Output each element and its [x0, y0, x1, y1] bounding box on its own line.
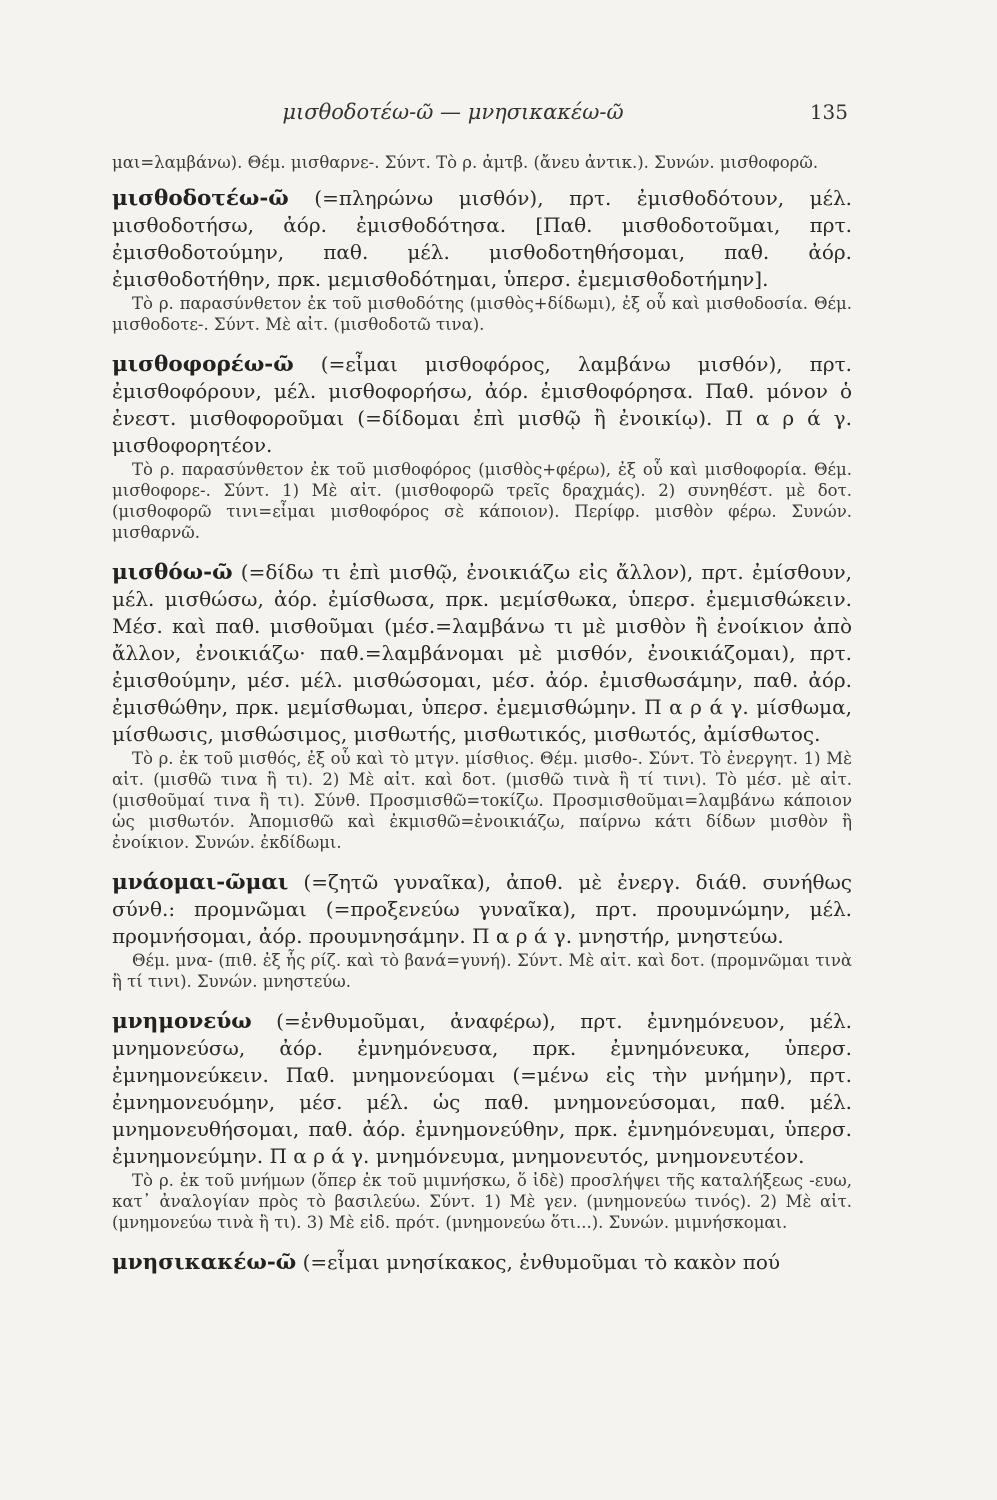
entry-text: (=ζητῶ γυναῖκα), ἀποθ. μὲ ἐνεργ. διάθ. συνήθως σύνθ.: προμνῶμαι (=προξενεύω γυναῖκα), πρτ. προυμνώμην, μέλ. προμνήσομαι, ἀόρ. προυμνησάμην. Π α ρ ά γ. μνηστήρ, μνηστεύω. — [112, 870, 852, 948]
running-title: μισθοδοτέω-ῶ — μνησικακέω-ῶ — [282, 100, 624, 124]
entry — [112, 351, 852, 543]
entry-text: (=εἶμαι μνησίκακος, ἐνθυμοῦμαι τὸ κακὸν πού — [302, 1250, 781, 1274]
entry-note: Τὸ ρ. παρασύνθετον ἐκ τοῦ μισθοφόρος (μισθὸς+φέρω), ἐξ οὗ καὶ μισθοφορία. Θέμ. μισθοφορε-. Σύντ. 1) Μὲ αἰτ. (μισθοφορῶ τρεῖς δραχμάς). 2) συνηθέστ. μὲ δοτ. (μισθοφορῶ τινι=εἶμαι μισθοφόρος σὲ κάποιον). Περίφρ. μισθὸν φέρω. Συνών. μισθαρνῶ. — [112, 460, 852, 542]
entry — [112, 1008, 852, 1233]
entry-note: Τὸ ρ. παρασύνθετον ἐκ τοῦ μισθοδότης (μισθὸς+δίδωμι), ἐξ οὗ καὶ μισθοδοσία. Θέμ. μισθοδοτε-. Σύντ. Μὲ αἰτ. (μισθοδοτῶ τινα). — [112, 294, 852, 334]
entry-lemma: μνησικακέω-ῶ — [112, 1250, 297, 1275]
page-header — [58, 100, 848, 130]
entry-lemma: μισθοφορέω-ῶ — [112, 352, 294, 377]
entry — [112, 559, 852, 853]
entry-lemma: μισθοδοτέω-ῶ — [112, 186, 289, 211]
entry-lemma: μνημονεύω — [112, 1009, 252, 1034]
entry-text: (=ἐνθυμοῦμαι, ἀναφέρω), πρτ. ἐμνημόνευον, μέλ. μνημονεύσω, ἀόρ. ἐμνημόνευσα, πρκ. ἐμνημόνευκα, ὑπερσ. ἐμνημονεύκειν. Παθ. μνημονεύομαι (=μένω εἰς τὴν μνήμην), πρτ. ἐμνημονευόμην, μέσ. μέλ. ὡς παθ. μνημονεύσομαι, παθ. μέλ. μνημονευθήσομαι, παθ. ἀόρ. ἐμνημονεύθην, πρκ. ἐμνημόνευμαι, ὑπερσ. ἐμνημονεύμην. Π α ρ ά γ. μνημόνευμα, μνημονευτός, μνημονευτέον. — [112, 1009, 853, 1168]
page-number: 135 — [809, 100, 848, 124]
entry-lemma: μισθόω-ῶ — [112, 560, 233, 585]
entry-text: (=δίδω τι ἐπὶ μισθῷ, ἐνοικιάζω εἰς ἄλλον), πρτ. ἐμίσθουν, μέλ. μισθώσω, ἀόρ. ἐμίσθωσα, πρκ. μεμίσθωκα, ὑπερσ. ἐμεμισθώκειν. Μέσ. καὶ παθ. μισθοῦμαι (μέσ.=λαμβάνω τι μὲ μισθὸν ἢ ἐνοίκιον ἀπὸ ἄλλον, ἐνοικιάζω· παθ.=λαμβάνομαι μὲ μισθόν, ἐνοικιάζομαι), πρτ. ἐμισθούμην, μέσ. μέλ. μισθώσομαι, μέσ. ἀόρ. ἐμισθωσάμην, παθ. ἀόρ. ἐμισθώθην, πρκ. μεμίσθωμαι, ὑπερσ. ἐμεμισθώμην. Π α ρ ά γ. μίσθωμα, μίσθωσις, μισθώσιμος, μισθωτής, μισθωτικός, μισθωτός, ἀμίσθωτος. — [112, 560, 853, 746]
entry — [112, 185, 852, 335]
page-body — [112, 152, 852, 1276]
entry-note: Τὸ ρ. ἐκ τοῦ μνήμων (ὅπερ ἐκ τοῦ μιμνήσκω, ὅ ἰδὲ) προσλήψει τῆς καταλήξεως -ευω, κατ᾽ ἀναλογίαν πρὸς τὸ βασιλεύω. Σύντ. 1) Μὲ γεν. (μνημονεύω τινός). 2) Μὲ αἰτ. (μνημονεύω τινὰ ἢ τι). 3) Μὲ εἰδ. πρότ. (μνημονεύω ὅτι...). Συνών. μιμνήσκομαι. — [112, 1171, 852, 1232]
entry — [112, 869, 852, 992]
entry — [112, 1249, 852, 1276]
entry-text: (=εἶμαι μισθοφόρος, λαμβάνω μισθόν), πρτ. ἐμισθοφόρουν, μέλ. μισθοφορήσω, ἀόρ. ἐμισθοφόρησα. Παθ. μόνον ὁ ἐνεστ. μισθοφοροῦμαι (=δίδομαι ἐπὶ μισθῷ ἢ ἐνοικίῳ). Π α ρ ά γ. μισθοφορητέον. — [112, 352, 853, 457]
continuation-text: μαι=λαμβάνω). Θέμ. μισθαρνε-. Σύντ. Τὸ ρ. ἀμτβ. (ἄνευ ἀντικ.). Συνών. μισθοφορῶ. — [112, 153, 819, 172]
entry-note: Θέμ. μνα- (πιθ. ἐξ ἧς ρίζ. καὶ τὸ βανά=γυνή). Σύντ. Μὲ αἰτ. καὶ δοτ. (προμνῶμαι τινὰ ἢ τί τινι). Συνών. μνηστεύω. — [112, 951, 852, 991]
entry-lemma: μνάομαι-ῶμαι — [112, 870, 289, 895]
entry-note: Τὸ ρ. ἐκ τοῦ μισθός, ἐξ οὗ καὶ τὸ μτγν. μίσθιος. Θέμ. μισθο-. Σύντ. Τὸ ἐνεργητ. 1) Μὲ αἰτ. (μισθῶ τινα ἢ τι). 2) Μὲ αἰτ. καὶ δοτ. (μισθῶ τινὰ ἢ τί τινι). Τὸ μέσ. μὲ αἰτ. (μισθοῦμαί τινα ἢ τι). Σύνθ. Προσμισθῶ=τοκίζω. Προσμισθοῦμαι=λαμβάνω κάποιον ὡς μισθωτόν. Ἀπομισθῶ καὶ ἐκμισθῶ=ἐνοικιάζω, παίρνω κάτι δίδων μισθὸν ἢ ἐνοίκιον. Συνών. ἐκδίδωμι. — [112, 749, 852, 852]
entry-text: (=πληρώνω μισθόν), πρτ. ἐμισθοδότουν, μέλ. μισθοδοτήσω, ἀόρ. ἐμισθοδότησα. [Παθ. μισθοδοτοῦμαι, πρτ. ἐμισθοδοτούμην, παθ. μέλ. μισθοδοτηθήσομαι, παθ. ἀόρ. ἐμισθοδοτήθην, πρκ. μεμισθοδότημαι, ὑπερσ. ἐμεμισθοδοτήμην]. — [112, 186, 852, 291]
